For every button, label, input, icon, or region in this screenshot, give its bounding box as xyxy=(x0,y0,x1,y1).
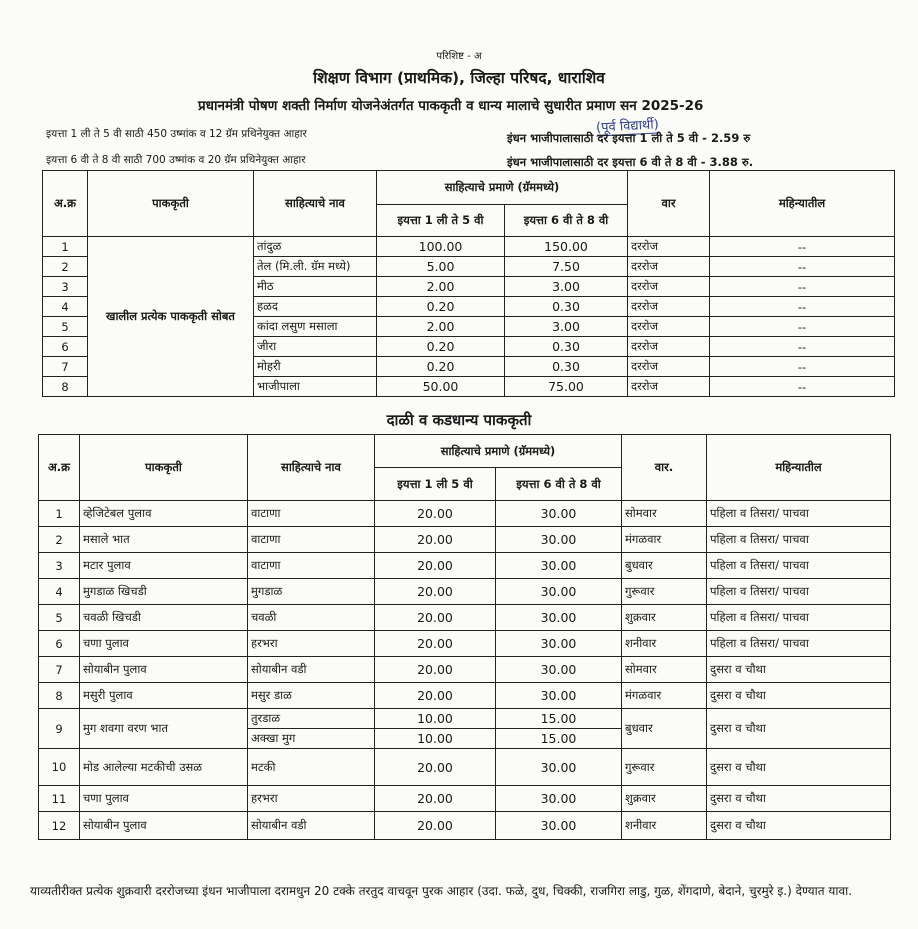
qty-6-8-cell: 0.30 xyxy=(505,297,628,317)
qty-6-8-cell: 150.00 xyxy=(505,237,628,257)
month-cell: -- xyxy=(710,297,895,317)
day-cell: सोमवार xyxy=(622,501,707,527)
material-cell: मोहरी xyxy=(254,357,377,377)
day-cell: गुरूवार xyxy=(622,579,707,605)
month-cell: पहिला व तिसरा/ पाचवा xyxy=(707,579,891,605)
material-cell: चवळी xyxy=(248,605,375,631)
material-cell: सोयाबीन वडी xyxy=(248,657,375,683)
annex-label: परिशिष्ट - अ xyxy=(436,51,482,62)
day-cell: सोमवार xyxy=(622,657,707,683)
table-row xyxy=(39,631,891,657)
table-row xyxy=(39,605,891,631)
qty-6-8-cell: 3.00 xyxy=(505,277,628,297)
sr-cell: 5 xyxy=(39,605,80,631)
header-month: महिन्यातील xyxy=(707,435,891,501)
qty-6-8-cell: 30.00 xyxy=(496,553,622,579)
month-cell: पहिला व तिसरा/ पाचवा xyxy=(707,605,891,631)
qty-1-5-cell: 20.00 xyxy=(375,631,496,657)
day-cell: शनीवार xyxy=(622,812,707,840)
qty-1-5-cell: 10.00 xyxy=(375,709,496,729)
recipe-cell: मुग शवगा वरण भात xyxy=(80,709,248,749)
sr-cell: 3 xyxy=(43,277,88,297)
header-std-1-5: इयत्ता 1 ली ते 5 वी xyxy=(377,205,505,237)
qty-6-8-cell: 30.00 xyxy=(496,749,622,786)
sr-cell: 6 xyxy=(39,631,80,657)
sr-cell: 9 xyxy=(39,709,80,749)
header-std-6-8: इयत्ता 6 वी ते 8 वी xyxy=(505,205,628,237)
qty-1-5-cell: 5.00 xyxy=(377,257,505,277)
day-cell: बुधवार xyxy=(622,553,707,579)
material-cell: मटकी xyxy=(248,749,375,786)
sr-cell: 3 xyxy=(39,553,80,579)
header-day: वार xyxy=(628,171,710,237)
qty-1-5-cell: 20.00 xyxy=(375,579,496,605)
table-row xyxy=(39,553,891,579)
sr-cell: 7 xyxy=(39,657,80,683)
recipe-cell: मसाले भात xyxy=(80,527,248,553)
recipe-cell: व्हेजिटेबल पुलाव xyxy=(80,501,248,527)
calorie-info-6-8: इयत्ता 6 वी ते 8 वी साठी 700 उष्मांक व 20 ग्रॅम प्रथिनेयुक्त आहार xyxy=(46,154,306,166)
recipe-cell: चणा पुलाव xyxy=(80,631,248,657)
table-row xyxy=(39,501,891,527)
header-material: साहित्याचे नाव xyxy=(248,435,375,501)
table-row xyxy=(39,657,891,683)
fuel-rate-1-5: इंधन भाजीपालासाठी दर इयत्ता 1 ली ते 5 वी - 2.59 रु xyxy=(507,131,751,145)
month-cell: पहिला व तिसरा/ पाचवा xyxy=(707,553,891,579)
sr-cell: 12 xyxy=(39,812,80,840)
qty-6-8-cell: 30.00 xyxy=(496,527,622,553)
day-cell: बुधवार xyxy=(622,709,707,749)
office-title: शिक्षण विभाग (प्राथमिक), जिल्हा परिषद, धाराशिव xyxy=(313,69,605,87)
header-sr: अ.क्र xyxy=(39,435,80,501)
header-std-1-5: इयत्ता 1 ली 5 वी xyxy=(375,468,496,501)
sr-cell: 8 xyxy=(43,377,88,397)
sr-cell: 2 xyxy=(39,527,80,553)
table-row xyxy=(39,683,891,709)
month-cell: -- xyxy=(710,337,895,357)
recipe-cell: चणा पुलाव xyxy=(80,786,248,812)
day-cell: दररोज xyxy=(628,277,710,297)
material-cell: जीरा xyxy=(254,337,377,357)
header-recipe: पाककृती xyxy=(88,171,254,237)
month-cell: -- xyxy=(710,377,895,397)
qty-6-8-cell: 15.00 xyxy=(496,729,622,749)
header-month: महिन्यातील xyxy=(710,171,895,237)
material-cell: वाटाणा xyxy=(248,553,375,579)
recipe-cell: सोयाबीन पुलाव xyxy=(80,812,248,840)
header-recipe: पाककृती xyxy=(80,435,248,501)
material-cell: तांदुळ xyxy=(254,237,377,257)
qty-1-5-cell: 20.00 xyxy=(375,812,496,840)
material-cell: हरभरा xyxy=(248,631,375,657)
qty-1-5-cell: 2.00 xyxy=(377,277,505,297)
month-cell: -- xyxy=(710,277,895,297)
recipe-cell: मसुरी पुलाव xyxy=(80,683,248,709)
month-cell: दुसरा व चौथा xyxy=(707,683,891,709)
qty-6-8-cell: 30.00 xyxy=(496,683,622,709)
month-cell: -- xyxy=(710,357,895,377)
recipe-cell: चवळी खिचडी xyxy=(80,605,248,631)
month-cell: पहिला व तिसरा/ पाचवा xyxy=(707,631,891,657)
sr-cell: 5 xyxy=(43,317,88,337)
sr-cell: 11 xyxy=(39,786,80,812)
table-row xyxy=(39,786,891,812)
qty-1-5-cell: 50.00 xyxy=(377,377,505,397)
month-cell: दुसरा व चौथा xyxy=(707,812,891,840)
sr-cell: 2 xyxy=(43,257,88,277)
qty-6-8-cell: 75.00 xyxy=(505,377,628,397)
recipe-cell: मोड आलेल्या मटकीची उसळ xyxy=(80,749,248,786)
qty-6-8-cell: 30.00 xyxy=(496,812,622,840)
material-cell: कांदा लसुण मसाला xyxy=(254,317,377,337)
month-cell: दुसरा व चौथा xyxy=(707,709,891,749)
qty-1-5-cell: 20.00 xyxy=(375,553,496,579)
calorie-info-1-5: इयत्ता 1 ली ते 5 वी साठी 450 उष्मांक व 12 ग्रॅम प्रथिनेयुक्त आहार xyxy=(46,128,307,140)
qty-6-8-cell: 30.00 xyxy=(496,786,622,812)
sr-cell: 8 xyxy=(39,683,80,709)
day-cell: दररोज xyxy=(628,297,710,317)
sr-cell: 1 xyxy=(43,237,88,257)
section-title-pulses: दाळी व कडधान्य पाककृती xyxy=(386,411,532,429)
day-cell: शुक्रवार xyxy=(622,605,707,631)
month-cell: -- xyxy=(710,317,895,337)
header-quantity: साहित्याचे प्रमाणे (ग्रॅममध्ये) xyxy=(377,171,628,205)
sr-cell: 4 xyxy=(39,579,80,605)
qty-1-5-cell: 100.00 xyxy=(377,237,505,257)
fuel-rate-6-8: इंधन भाजीपालासाठी दर इयत्ता 6 वी ते 8 वी - 3.88 रु. xyxy=(507,155,754,169)
qty-1-5-cell: 20.00 xyxy=(375,786,496,812)
scheme-title: प्रधानमंत्री पोषण शक्ती निर्माण योजनेअंतर्गत पाककृती व धान्य मालाचे सुधारीत प्रमाण सन 2025-26 xyxy=(198,98,704,114)
day-cell: दररोज xyxy=(628,337,710,357)
sr-cell: 10 xyxy=(39,749,80,786)
recipe-cell: सोयाबीन पुलाव xyxy=(80,657,248,683)
day-cell: मंगळवार xyxy=(622,683,707,709)
sr-cell: 6 xyxy=(43,337,88,357)
material-cell: मीठ xyxy=(254,277,377,297)
qty-6-8-cell: 15.00 xyxy=(496,709,622,729)
material-cell: हरभरा xyxy=(248,786,375,812)
qty-1-5-cell: 20.00 xyxy=(375,527,496,553)
table-row xyxy=(39,749,891,786)
qty-1-5-cell: 2.00 xyxy=(377,317,505,337)
day-cell: दररोज xyxy=(628,357,710,377)
qty-1-5-cell: 20.00 xyxy=(375,501,496,527)
header-day: वार. xyxy=(622,435,707,501)
header-material: साहित्याचे नाव xyxy=(254,171,377,237)
qty-6-8-cell: 30.00 xyxy=(496,501,622,527)
qty-1-5-cell: 20.00 xyxy=(375,683,496,709)
month-cell: पहिला व तिसरा/ पाचवा xyxy=(707,527,891,553)
table-row xyxy=(39,709,891,729)
material-cell: मसुर डाळ xyxy=(248,683,375,709)
table-row xyxy=(39,812,891,840)
qty-1-5-cell: 10.00 xyxy=(375,729,496,749)
header-quantity: साहित्याचे प्रमाणे (ग्रॅममध्ये) xyxy=(375,435,622,468)
qty-6-8-cell: 30.00 xyxy=(496,631,622,657)
qty-1-5-cell: 20.00 xyxy=(375,749,496,786)
material-cell: अक्खा मुग xyxy=(248,729,375,749)
table-row xyxy=(39,579,891,605)
footnote-supplementary-diet: याव्यतीरीक्त प्रत्येक शुक्रवारी दररोजच्या इंधन भाजीपाला दरामधुन 20 टक्के तरतुद वाचवून पुरक आहार (उदा. फळे, दुध, चिक्की, राजगिरा लाडु, गुळ, शेंगदाणे, बेदाने, चुरमुरे इ.) देण्यात यावा. xyxy=(30,884,853,898)
header-std-6-8: इयत्ता 6 वी ते 8 वी xyxy=(496,468,622,501)
material-cell: वाटाणा xyxy=(248,501,375,527)
material-cell: मुगडाळ xyxy=(248,579,375,605)
qty-6-8-cell: 3.00 xyxy=(505,317,628,337)
qty-1-5-cell: 20.00 xyxy=(375,657,496,683)
month-cell: दुसरा व चौथा xyxy=(707,657,891,683)
header-sr: अ.क्र xyxy=(43,171,88,237)
month-cell: पहिला व तिसरा/ पाचवा xyxy=(707,501,891,527)
recipe-cell: मटार पुलाव xyxy=(80,553,248,579)
day-cell: दररोज xyxy=(628,257,710,277)
recipe-cell: मुगडाळ खिचडी xyxy=(80,579,248,605)
qty-6-8-cell: 0.30 xyxy=(505,357,628,377)
day-cell: शुक्रवार xyxy=(622,786,707,812)
common-recipe-cell: खालील प्रत्येक पाककृती सोबत xyxy=(88,237,254,397)
qty-1-5-cell: 0.20 xyxy=(377,297,505,317)
month-cell: दुसरा व चौथा xyxy=(707,786,891,812)
material-cell: तेल (मि.ली. ग्रॅम मध्ये) xyxy=(254,257,377,277)
sr-cell: 1 xyxy=(39,501,80,527)
material-cell: तुरडाळ xyxy=(248,709,375,729)
handwritten-note: (पूर्व विद्यार्थी) xyxy=(596,114,660,136)
qty-6-8-cell: 30.00 xyxy=(496,605,622,631)
qty-6-8-cell: 30.00 xyxy=(496,657,622,683)
sr-cell: 4 xyxy=(43,297,88,317)
month-cell: -- xyxy=(710,257,895,277)
material-cell: हळद xyxy=(254,297,377,317)
day-cell: शनीवार xyxy=(622,631,707,657)
qty-6-8-cell: 7.50 xyxy=(505,257,628,277)
day-cell: मंगळवार xyxy=(622,527,707,553)
qty-1-5-cell: 0.20 xyxy=(377,357,505,377)
day-cell: दररोज xyxy=(628,377,710,397)
qty-6-8-cell: 0.30 xyxy=(505,337,628,357)
material-cell: वाटाणा xyxy=(248,527,375,553)
material-cell: भाजीपाला xyxy=(254,377,377,397)
daily-ingredients-table xyxy=(42,170,895,397)
table-row xyxy=(39,527,891,553)
table-row xyxy=(43,237,895,257)
day-cell: दररोज xyxy=(628,237,710,257)
qty-1-5-cell: 0.20 xyxy=(377,337,505,357)
day-cell: गुरूवार xyxy=(622,749,707,786)
month-cell: -- xyxy=(710,237,895,257)
material-cell: सोयाबीन वडी xyxy=(248,812,375,840)
qty-1-5-cell: 20.00 xyxy=(375,605,496,631)
sr-cell: 7 xyxy=(43,357,88,377)
day-cell: दररोज xyxy=(628,317,710,337)
pulse-recipes-table xyxy=(38,434,891,840)
qty-6-8-cell: 30.00 xyxy=(496,579,622,605)
month-cell: दुसरा व चौथा xyxy=(707,749,891,786)
